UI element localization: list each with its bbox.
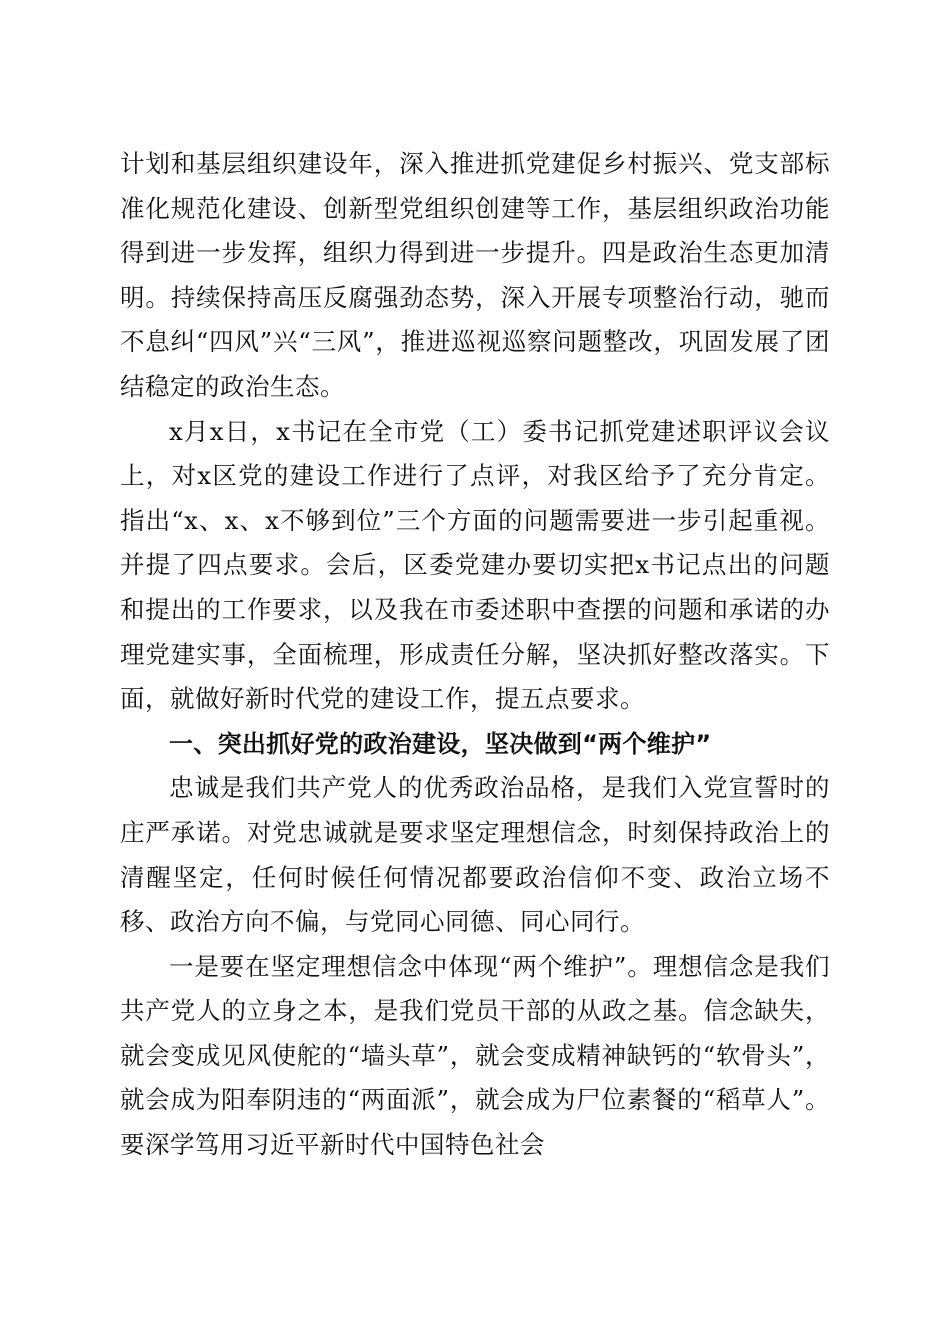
paragraph-loyalty: 忠诚是我们共产党人的优秀政治品格，是我们入党宣誓时的庄严承诺。对党忠诚就是要求坚定理想信念，时刻保持政治上的清醒坚定，任何时候任何情况都要政治信仰不变、政治立场不移、政治方向不偏，与党同心同德、同心同行。 xyxy=(120,773,830,937)
document-body xyxy=(120,142,830,1168)
paragraph-continuation: 计划和基层组织建设年，深入推进抓党建促乡村振兴、党支部标准化规范化建设、创新型党组织创建等工作，基层组织政治功能得到进一步发挥，组织力得到进一步提升。四是政治生态更加清明。持续保持高压反腐强劲态势，深入开展专项整治行动，驰而不息纠“四风”兴“三风”，推进巡视巡察问题整改，巩固发展了团结稳定的政治生态。 xyxy=(120,149,830,401)
paragraph-ideals-belief: 一是要在坚定理想信念中体现“两个维护”。理想信念是我们共产党人的立身之本，是我们党员干部的从政之基。信念缺失，就会变成见风使舵的“墙头草”，就会变成精神缺钙的“软骨头”，就会成为阳奉阴违的“两面派”，就会成为尸位素餐的“稻草人”。要深学笃用习近平新时代中国特色社会 xyxy=(120,951,830,1160)
section-heading-political-building: 一、突出抓好党的政治建设，坚决做到“两个维护” xyxy=(169,729,712,758)
paragraph-meeting-review: x月x日，x书记在全市党（工）委书记抓党建述职评议会议上，对x区党的建设工作进行了点评，对我区给予了充分肯定。指出“x、x、x不够到位”三个方面的问题需要进一步引起重视。并提了四点要求。会后，区委党建办要切实把x书记点出的问题和提出的工作要求，以及我在市委述职中查摆的问题和承诺的办理党建实事，全面梳理，形成责任分解，坚决抓好整改落实。下面，就做好新时代党的建设工作，提五点要求。 xyxy=(120,416,830,714)
